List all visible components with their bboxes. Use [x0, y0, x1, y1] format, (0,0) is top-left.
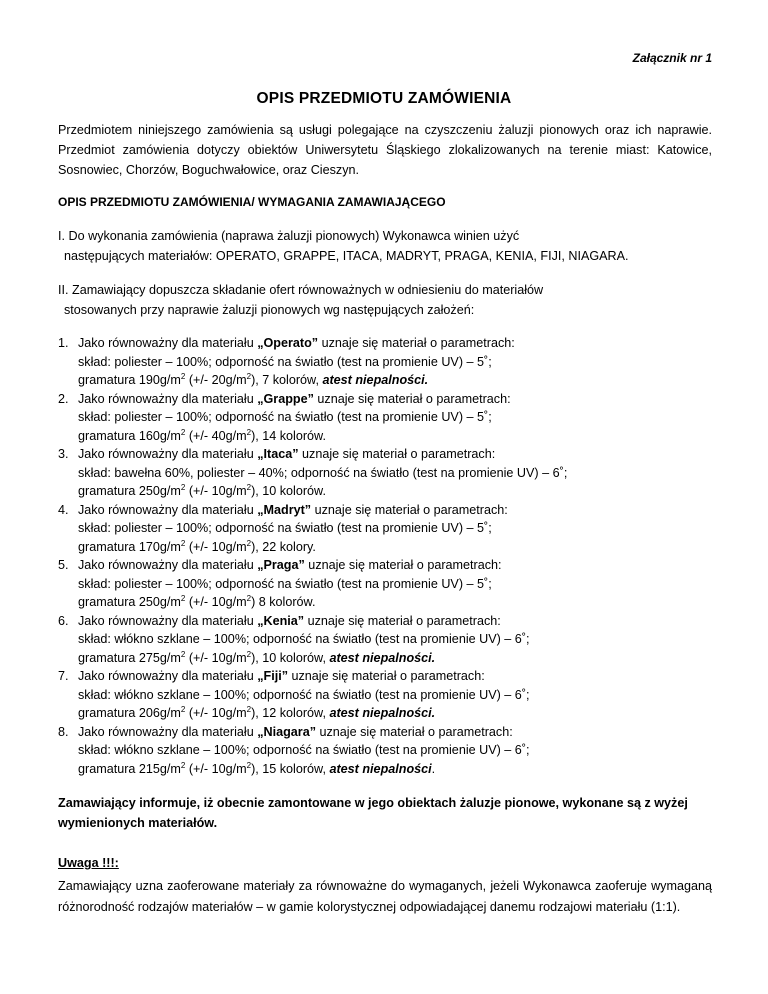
item-intro-end: uznaje się materiał o parametrach:	[298, 447, 496, 461]
colour-count: ), 15 kolorów,	[251, 761, 330, 776]
item-intro-end: uznaje się materiał o parametrach:	[288, 669, 485, 683]
exponent: 2	[246, 483, 252, 492]
exponent: 2	[180, 483, 186, 492]
grammage-value: gramatura 250g/m	[78, 595, 181, 609]
warning-label: Uwaga !!!:	[58, 856, 119, 870]
list-item	[58, 445, 718, 501]
item-tail: .	[431, 761, 436, 776]
item-header	[58, 723, 718, 742]
item-intro-end: uznaje się materiał o parametrach:	[304, 558, 502, 572]
intro-paragraph: Przedmiotem niniejszego zamówienia są usługi polegające na czyszczeniu żaluzji pionowych oraz ich naprawie. Przedmiot zamówienia dotyczy obiektów Uniwersytetu Śląskiego zlokalizowanych na terenie miast: Katowice, Sosnowiec, Chorzów, Boguchwałowice, oraz Cieszyn.	[58, 123, 712, 177]
exponent: 2	[180, 538, 186, 548]
section-heading: OPIS PRZEDMIOTU ZAMÓWIENIA/ WYMAGANIA ZAMAWIAJĄCEGO	[58, 195, 446, 209]
item-composition: skład: poliester – 100%; odporność na światło (test na promienie UV) – 5˚;	[78, 521, 492, 535]
item-header	[58, 334, 718, 353]
item-grammage	[58, 760, 718, 779]
colour-count: ), 14 kolorów.	[251, 428, 326, 443]
grammage-tolerance: (+/- 10g/m	[185, 706, 247, 720]
exponent: 2	[180, 594, 186, 603]
section-2-line-2: stosowanych przy naprawie żaluzji pionowych wg następujących założeń:	[64, 303, 475, 317]
item-header	[58, 612, 718, 631]
colour-count: ) 8 kolorów.	[251, 595, 316, 609]
annex-label: Załącznik nr 1	[632, 51, 712, 65]
grammage-value: gramatura 206g/m	[78, 706, 181, 720]
item-header	[58, 445, 718, 464]
materials-list	[58, 334, 718, 778]
item-number: 6.	[58, 613, 69, 628]
item-number: 2.	[58, 391, 69, 406]
grammage-tolerance: (+/- 10g/m	[185, 539, 247, 554]
grammage-tolerance: (+/- 10g/m	[185, 761, 247, 776]
item-intro: Jako równoważny dla materiału	[78, 724, 258, 739]
section-1-line-2: następujących materiałów: OPERATO, GRAPPE, ITACA, MADRYT, PRAGA, KENIA, FIJI, NIAGARA.	[64, 249, 629, 263]
item-intro: Jako równoważny dla materiału	[78, 502, 258, 517]
document-title: OPIS PRZEDMIOTU ZAMÓWIENIA	[256, 90, 512, 107]
section-2-line-1: II. Zamawiający dopuszcza składanie ofert równoważnych w odniesieniu do materiałów	[58, 283, 544, 297]
item-intro: Jako równoważny dla materiału	[78, 613, 258, 628]
item-composition: skład: włókno szklane – 100%; odporność na światło (test na promienie UV) – 6˚;	[78, 632, 530, 646]
grammage-tolerance: (+/- 10g/m	[185, 595, 247, 609]
grammage-tolerance: (+/- 20g/m	[185, 373, 247, 387]
item-header	[58, 667, 718, 686]
list-item	[58, 390, 718, 446]
exponent: 2	[246, 594, 252, 603]
exponent: 2	[180, 427, 186, 437]
grammage-value: gramatura 160g/m	[78, 428, 181, 443]
item-number: 3.	[58, 447, 69, 461]
info-note: Zamawiający informuje, iż obecnie zamontowane w jego obiektach żaluzje pionowe, wykonane są z wyżej wymienionych materiałów.	[58, 796, 688, 830]
item-number: 7.	[58, 669, 69, 683]
item-composition: skład: włókno szklane – 100%; odporność na światło (test na promienie UV) – 6˚;	[78, 743, 530, 757]
material-name: „Praga”	[257, 558, 305, 572]
material-name: „Grappe”	[257, 391, 314, 406]
grammage-tolerance: (+/- 40g/m	[185, 428, 247, 443]
fire-certificate: atest niepalności.	[329, 650, 436, 665]
list-item	[58, 501, 718, 557]
exponent: 2	[180, 372, 186, 381]
item-grammage	[58, 482, 718, 501]
item-intro: Jako równoważny dla materiału	[78, 336, 258, 350]
grammage-value: gramatura 170g/m	[78, 539, 181, 554]
item-number: 1.	[58, 336, 69, 350]
colour-count: ), 12 kolorów,	[251, 706, 330, 720]
exponent: 2	[180, 705, 186, 714]
fire-certificate: atest niepalności	[329, 761, 432, 776]
item-composition: skład: włókno szklane – 100%; odporność na światło (test na promienie UV) – 6˚;	[78, 687, 530, 702]
section-1-line-1: I. Do wykonania zamówienia (naprawa żaluzji pionowych) Wykonawca winien użyć	[58, 229, 520, 243]
item-grammage	[58, 371, 718, 390]
item-grammage	[58, 704, 718, 723]
item-intro-end: uznaje się materiał o parametrach:	[318, 336, 515, 350]
exponent: 2	[246, 372, 252, 381]
material-name: „Operato”	[257, 336, 319, 350]
exponent: 2	[246, 538, 252, 548]
grammage-tolerance: (+/- 10g/m	[185, 650, 247, 665]
item-intro-end: uznaje się materiał o parametrach:	[304, 613, 501, 628]
grammage-value: gramatura 215g/m	[78, 761, 181, 776]
item-composition: skład: poliester – 100%; odporność na światło (test na promienie UV) – 5˚;	[78, 354, 492, 369]
list-item	[58, 556, 718, 612]
item-number: 5.	[58, 558, 69, 572]
item-composition: skład: poliester – 100%; odporność na światło (test na promienie UV) – 5˚;	[78, 576, 492, 591]
list-item	[58, 667, 718, 723]
item-grammage	[58, 427, 718, 446]
fire-certificate: atest niepalności.	[329, 706, 436, 720]
grammage-value: gramatura 250g/m	[78, 484, 181, 498]
exponent: 2	[246, 760, 252, 770]
item-intro: Jako równoważny dla materiału	[78, 447, 258, 461]
item-intro: Jako równoważny dla materiału	[78, 669, 258, 683]
item-intro-end: uznaje się materiał o parametrach:	[311, 502, 508, 517]
final-paragraph: Zamawiający uzna zaoferowane materiały za równoważne do wymaganych, jeżeli Wykonawca zaoferuje wymaganą różnorodność rodzajów materiałów – w gamie kolorystycznej odpowiadającej danemu rodzajowi materiału (1:1).	[58, 879, 712, 914]
item-composition: skład: bawełna 60%, poliester – 40%; odporność na światło (test na promienie UV) – 6˚;	[78, 465, 568, 480]
item-intro: Jako równoważny dla materiału	[78, 558, 258, 572]
item-grammage	[58, 649, 718, 668]
exponent: 2	[246, 705, 252, 714]
item-intro: Jako równoważny dla materiału	[78, 391, 258, 406]
fire-certificate: atest niepalności.	[322, 373, 429, 387]
item-number: 4.	[58, 502, 69, 517]
material-name: „Itaca”	[257, 447, 299, 461]
section-1	[58, 226, 629, 266]
material-name: „Kenia”	[257, 613, 305, 628]
item-composition: skład: poliester – 100%; odporność na światło (test na promienie UV) – 5˚;	[78, 410, 492, 424]
colour-count: ), 10 kolorów,	[251, 650, 330, 665]
item-grammage	[58, 538, 718, 557]
grammage-value: gramatura 275g/m	[78, 650, 181, 665]
item-number: 8.	[58, 724, 69, 739]
exponent: 2	[180, 649, 186, 659]
item-header	[58, 390, 718, 409]
section-2	[58, 280, 543, 320]
list-item	[58, 723, 718, 779]
exponent: 2	[246, 649, 252, 659]
exponent: 2	[180, 760, 186, 770]
item-header	[58, 556, 718, 575]
colour-count: ), 7 kolorów,	[251, 373, 323, 387]
material-name: „Madryt”	[257, 502, 312, 517]
item-header	[58, 501, 718, 520]
item-intro-end: uznaje się materiał o parametrach:	[313, 391, 511, 406]
item-intro-end: uznaje się materiał o parametrach:	[316, 724, 513, 739]
grammage-tolerance: (+/- 10g/m	[185, 484, 247, 498]
grammage-value: gramatura 190g/m	[78, 373, 181, 387]
list-item	[58, 612, 718, 668]
colour-count: ), 22 kolory.	[251, 539, 316, 554]
material-name: „Fiji”	[257, 669, 288, 683]
material-name: „Niagara”	[257, 724, 316, 739]
colour-count: ), 10 kolorów.	[251, 484, 326, 498]
list-item	[58, 334, 718, 390]
exponent: 2	[246, 427, 252, 437]
item-grammage	[58, 593, 718, 612]
